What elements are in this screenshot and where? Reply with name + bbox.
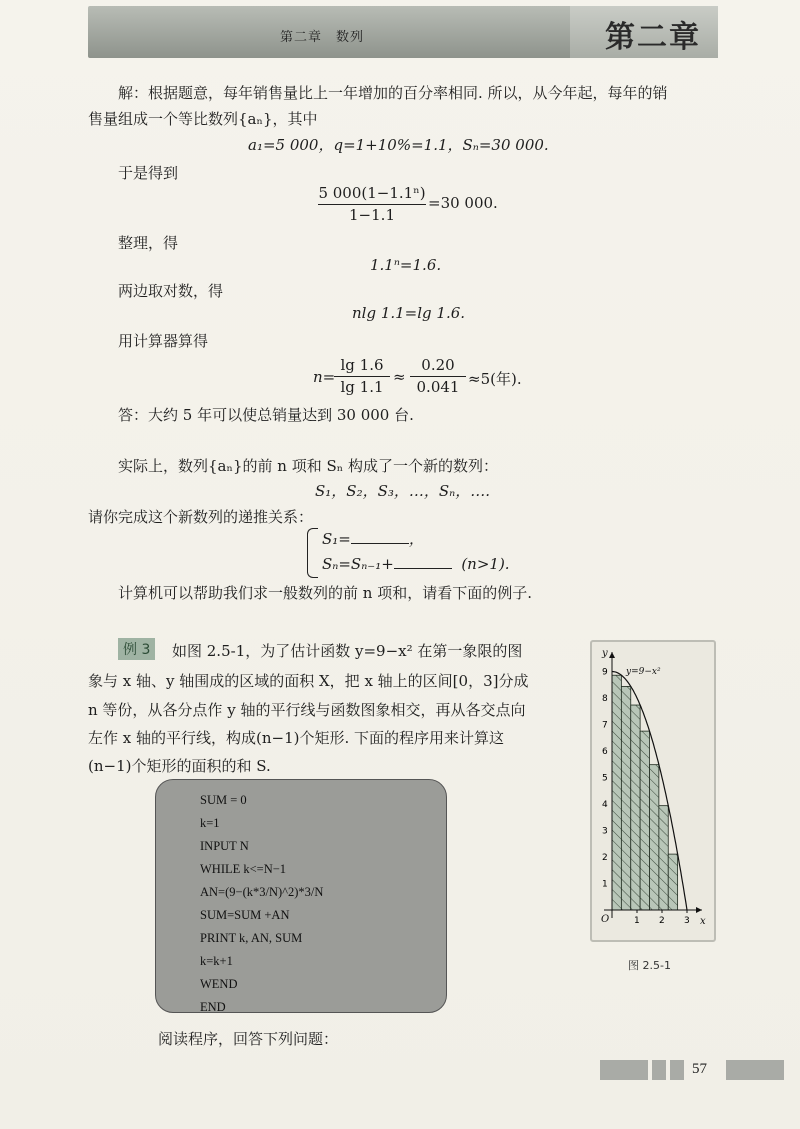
- eq5-approx: ≈: [393, 368, 406, 386]
- rectangle: [668, 854, 677, 910]
- y-axis-label: y: [602, 648, 608, 659]
- rectangle: [612, 675, 621, 910]
- code-line: AN=(9−(k*3/N)^2)*3/N: [200, 885, 324, 899]
- footer-bar-2: [652, 1060, 666, 1080]
- y-tick-label: 5: [602, 773, 608, 784]
- code-line: SUM=SUM +AN: [200, 908, 290, 922]
- read-program-text: 阅读程序，回答下列问题：: [158, 1030, 339, 1048]
- y-tick-label: 8: [602, 694, 608, 704]
- y-tick-label: 4: [602, 800, 608, 810]
- footer-bar-4: [726, 1060, 784, 1080]
- remark-line: 实际上，数列{aₙ}的前 n 项和 Sₙ 构成了一个新的数列：: [118, 457, 499, 475]
- eq5-numerator-2: 0.20: [421, 356, 455, 374]
- text-tidy: 整理，得: [118, 234, 179, 252]
- example-line-2: 象与 x 轴、y 轴围成的区域的面积 X，把 x 轴上的区间[0，3]分成: [88, 672, 529, 690]
- computer-note: 计算机可以帮助我们求一般数列的前 n 项和，请看下面的例子.: [118, 584, 532, 602]
- curve-label: y=9−x²: [626, 667, 661, 677]
- equation-power: 1.1ⁿ=1.6.: [370, 256, 442, 274]
- code-line: k=1: [200, 816, 220, 830]
- code-line: INPUT N: [200, 839, 249, 853]
- y-tick-label: 3: [602, 826, 608, 837]
- footer-bar-3: [670, 1060, 684, 1080]
- x-tick-label: 3: [684, 916, 690, 926]
- eq5-fraction-line-2: [410, 376, 466, 377]
- code-line: PRINT k, AN, SUM: [200, 931, 303, 945]
- figure-2-5-1: [590, 640, 712, 938]
- eq2-numerator: 5 000(1−1.1ⁿ): [318, 184, 426, 202]
- section-title: 第二章 数列: [280, 30, 365, 45]
- example-line-1: 如图 2.5-1，为了估计函数 y=9−x² 在第一象限的图: [172, 642, 523, 660]
- rectangle: [621, 686, 630, 910]
- rectangle: [640, 731, 649, 910]
- example-label: 例 3: [118, 638, 155, 660]
- text-calc: 用计算器算得: [118, 332, 209, 350]
- x-axis-label: x: [700, 916, 706, 927]
- equation-log: nlg 1.1=lg 1.6.: [352, 304, 466, 322]
- eq5-lhs: n=: [313, 368, 336, 386]
- eq2-fraction-line: [318, 204, 426, 205]
- text-then: 于是得到: [118, 164, 179, 182]
- example-line-4: 左作 x 轴的平行线，构成(n−1)个矩形. 下面的程序用来计算这: [88, 729, 505, 747]
- eq5-denominator-2: 0.041: [416, 378, 460, 396]
- chapter-label: 第二章: [605, 20, 701, 55]
- code-line: k=k+1: [200, 954, 233, 968]
- code-line: SUM = 0: [200, 793, 247, 807]
- x-tick-label: 1: [634, 916, 640, 926]
- eq2-denominator: 1−1.1: [349, 206, 395, 224]
- y-tick-label: 9: [602, 667, 608, 678]
- x-axis-arrow-icon: [696, 907, 702, 913]
- eq5-numerator-1: lg 1.6: [340, 356, 384, 374]
- recurrence-task: 请你完成这个新数列的递推关系：: [88, 508, 314, 526]
- x-tick-label: 2: [659, 916, 665, 926]
- eq2-rhs: =30 000.: [428, 194, 498, 212]
- partial-sum-sequence: S₁，S₂，S₃，…，Sₙ，….: [315, 482, 490, 500]
- y-tick-label: 7: [602, 720, 608, 731]
- y-tick-label: 2: [602, 853, 608, 863]
- eq5-denominator-1: lg 1.1: [340, 378, 384, 396]
- recurrence-brace: [307, 528, 318, 578]
- rectangle: [631, 705, 640, 910]
- blank-sn[interactable]: [394, 554, 452, 569]
- code-line: WHILE k<=N−1: [200, 862, 287, 876]
- blank-s1[interactable]: [351, 529, 409, 544]
- code-line: END: [200, 1000, 226, 1014]
- solution-line-2: 售量组成一个等比数列{aₙ}，其中: [88, 110, 318, 128]
- recurrence-line-2: Sₙ=Sₙ₋₁+ (n>1).: [322, 555, 510, 573]
- y-tick-label: 6: [602, 747, 608, 757]
- equation-given: a₁=5 000，q=1+10%=1.1，Sₙ=30 000.: [248, 136, 549, 154]
- figure-caption: 图 2.5-1: [628, 959, 671, 972]
- example-line-3: n 等份，从各分点作 y 轴的平行线与函数图象相交，再从各交点向: [88, 701, 526, 719]
- code-line: WEND: [200, 977, 238, 991]
- page-number: 57: [692, 1061, 707, 1077]
- solution-line-1: 解：根据题意，每年销售量比上一年增加的百分率相同. 所以，从今年起，每年的销: [118, 84, 668, 102]
- answer-text: 答：大约 5 年可以使总销量达到 30 000 台.: [118, 406, 414, 424]
- example-line-5: (n−1)个矩形的面积的和 S.: [88, 757, 271, 775]
- footer-bar-1: [600, 1060, 648, 1080]
- eq5-rhs: ≈5(年).: [468, 370, 522, 388]
- eq5-fraction-line-1: [334, 376, 390, 377]
- rectangle: [659, 806, 668, 910]
- text-logs: 两边取对数，得: [118, 282, 224, 300]
- y-tick-label: 1: [602, 879, 608, 890]
- recurrence-line-1: S₁= ，: [322, 530, 424, 548]
- y-axis-arrow-icon: [609, 652, 615, 658]
- rectangle: [650, 765, 659, 910]
- origin-label: O: [601, 914, 610, 925]
